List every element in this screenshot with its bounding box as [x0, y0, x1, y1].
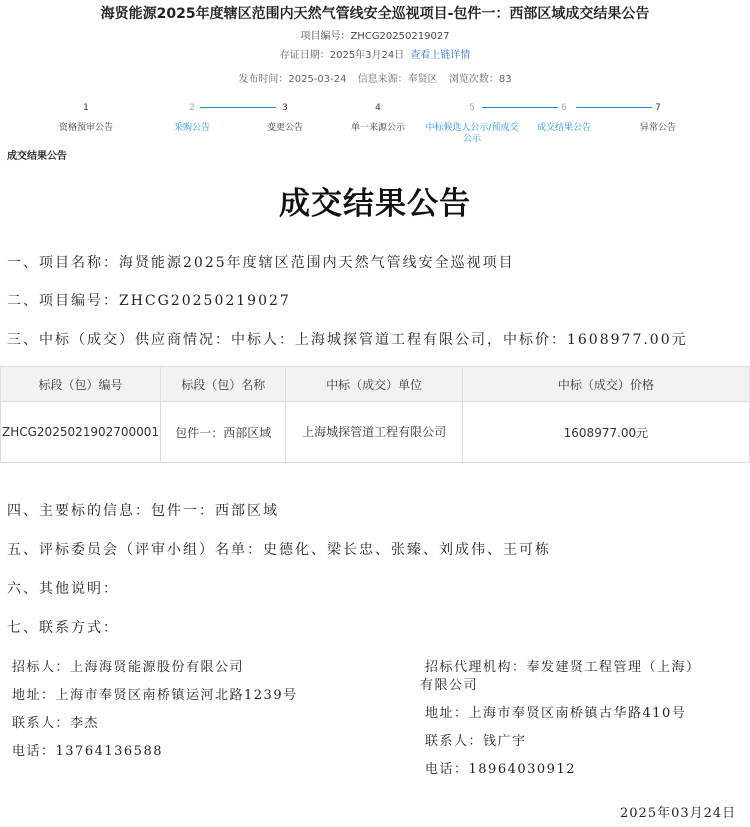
project-number: 项目编号：ZHCG20250219027	[300, 31, 450, 42]
step-label: 变更公告	[266, 123, 303, 133]
item-other: 六、其他说明：	[7, 581, 119, 597]
step-number: 5	[469, 103, 475, 113]
table-cell: ZHCG2025021902700001	[1, 402, 161, 463]
item-supplier: 三、中标（成交）供应商情况：中标人：上海城探管道工程有限公司，中标价：1608977.00元	[7, 332, 688, 348]
step-number: 7	[655, 103, 661, 113]
result-table	[0, 366, 750, 463]
item-committee: 五、评标委员会（评审小组）名单：史德化、梁长忠、张臻、刘成伟、王可栋	[7, 542, 551, 558]
step-number: 3	[282, 103, 288, 113]
publish-time: 发布时间：2025-03-24	[238, 74, 347, 85]
view-count: 浏览次数：83	[448, 74, 512, 85]
tenderer-phone: 电话：13764136588	[12, 744, 163, 759]
notice-date: 2025年03月24日	[620, 806, 737, 821]
step-single-source[interactable]	[330, 101, 426, 134]
table-cell: 1608977.00元	[462, 402, 749, 463]
item-contact: 七、联系方式：	[7, 620, 119, 636]
notice-title: 成交结果公告	[279, 186, 471, 222]
table-header: 标段（包）名称	[161, 367, 286, 402]
step-label: 成交结果公告	[536, 123, 591, 133]
table-header-row	[1, 367, 750, 402]
step-number: 4	[375, 103, 381, 113]
agency: 招标代理机构：奉发建贤工程管理（上海）	[425, 660, 701, 675]
tenderer-contact-person: 联系人：李杰	[12, 716, 100, 731]
tenderer-address: 地址：上海市奉贤区南桥镇运河北路1239号	[12, 688, 298, 703]
step-number: 6	[561, 103, 567, 113]
step-change[interactable]	[237, 101, 333, 134]
step-label: 采购公告	[173, 123, 210, 133]
agency-phone: 电话：18964030912	[425, 762, 576, 777]
process-steps	[40, 101, 720, 151]
table-header: 标段（包）编号	[1, 367, 161, 402]
info-source: 信息来源：奉贤区	[357, 74, 438, 85]
agency-contact-person: 联系人：钱广宇	[425, 734, 527, 749]
step-prequalification[interactable]	[38, 101, 134, 134]
step-result[interactable]	[516, 101, 612, 134]
step-exception[interactable]	[610, 101, 706, 134]
deposit-date: 存证日期：2025年3月24日	[279, 50, 405, 61]
publish-meta	[0, 70, 750, 85]
table-cell: 包件一：西部区域	[161, 402, 286, 463]
step-label: 中标候选人公示/预成交公示	[425, 123, 519, 144]
deposit-info	[0, 46, 750, 61]
step-number: 1	[83, 103, 89, 113]
step-candidate[interactable]	[424, 101, 520, 145]
table-header: 中标（成交）单位	[286, 367, 462, 402]
step-label: 单一来源公示	[350, 123, 405, 133]
table-row	[1, 402, 750, 463]
chain-detail-link[interactable]: 查看上链详情	[410, 50, 471, 61]
step-label: 资格预审公告	[58, 123, 113, 133]
item-project-name: 一、项目名称：海贤能源2025年度辖区范围内天然气管线安全巡视项目	[7, 255, 515, 271]
table-header: 中标（成交）价格	[462, 367, 749, 402]
agency-cont: 有限公司	[420, 678, 479, 693]
table-cell: 上海城探管道工程有限公司	[286, 402, 462, 463]
item-main-subject: 四、主要标的信息：包件一：西部区域	[7, 503, 279, 519]
step-label: 异常公告	[639, 123, 676, 133]
agency-address: 地址：上海市奉贤区南桥镇古华路410号	[425, 706, 687, 721]
step-procurement[interactable]	[144, 101, 240, 134]
page-title: 海贤能源2025年度辖区范围内天然气管线安全巡视项目-包件一：西部区域成交结果公告	[100, 6, 650, 22]
tenderer: 招标人：上海海贤能源股份有限公司	[12, 660, 245, 675]
section-tag: 成交结果公告	[7, 151, 67, 162]
step-number: 2	[189, 103, 195, 113]
item-project-number: 二、项目编号：ZHCG20250219027	[7, 293, 291, 309]
